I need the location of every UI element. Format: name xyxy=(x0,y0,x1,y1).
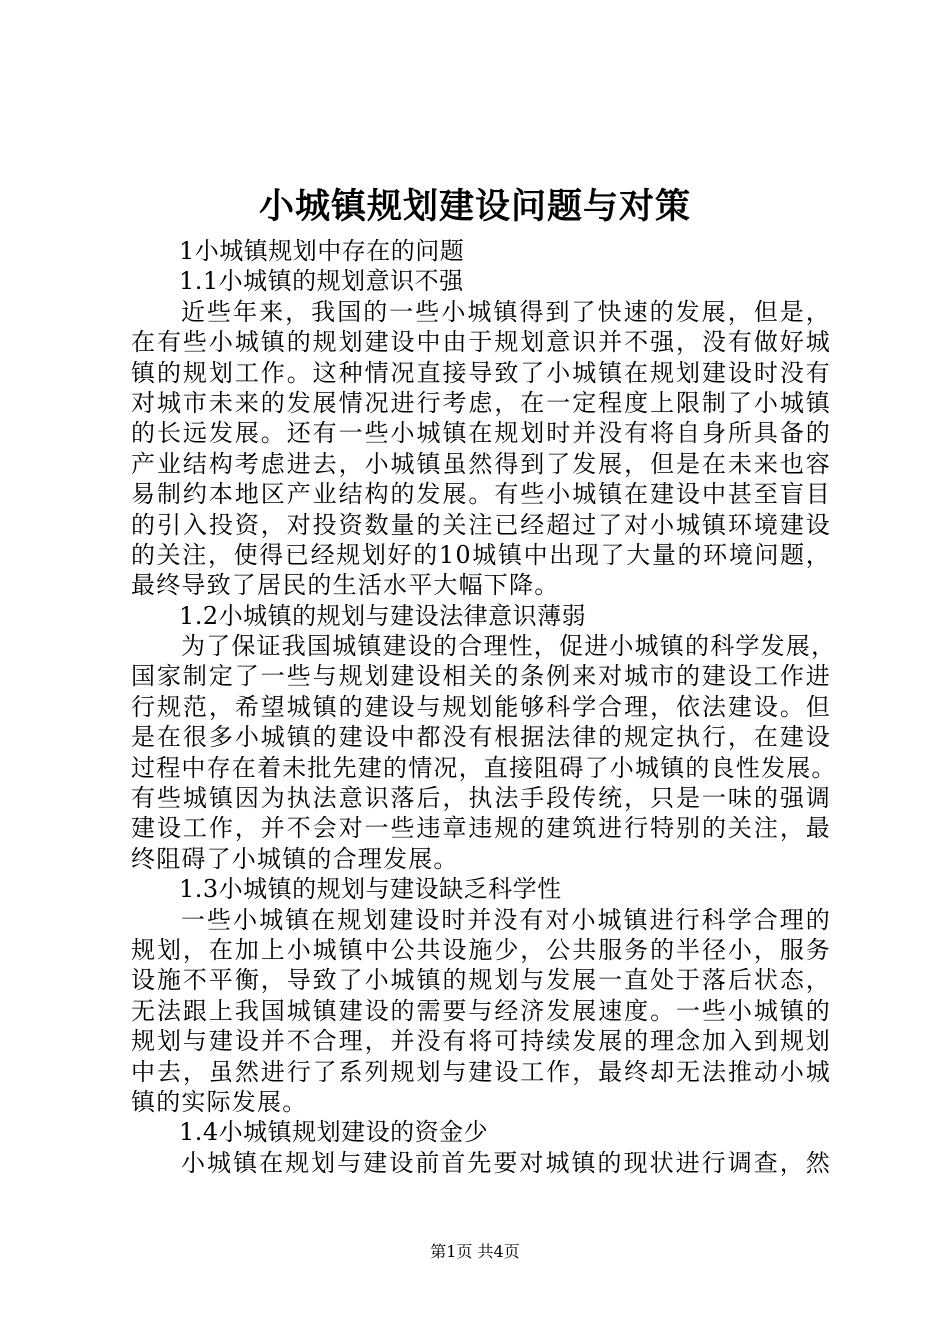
section-heading: 1.1小城镇的规划意识不强 xyxy=(179,267,464,296)
paragraph-line: 一些小城镇在规划建设时并没有对小城镇进行科学合理的 xyxy=(181,905,831,934)
section-heading: 1.2小城镇的规划与建设法律意识薄弱 xyxy=(179,601,587,630)
paragraph-line: 国家制定了一些与规划建设相关的条例来对城市的建设工作进 xyxy=(131,662,831,691)
paragraph-line: 无法跟上我国城镇建设的需要与经济发展速度。一些小城镇的 xyxy=(131,996,831,1025)
paragraph-line: 近些年来，我国的一些小城镇得到了快速的发展，但是， xyxy=(181,297,831,326)
paragraph-line: 小城镇在规划与建设前首先要对城镇的现状进行调查，然 xyxy=(181,1148,831,1177)
paragraph xyxy=(131,905,831,1118)
paragraph-line: 易制约本地区产业结构的发展。有些小城镇在建设中甚至盲目 xyxy=(131,480,831,509)
page-footer: 第1页 共4页 xyxy=(430,1242,520,1261)
paragraph-line: 在有些小城镇的规划建设中由于规划意识并不强，没有做好城 xyxy=(131,328,831,357)
section-heading: 1.4小城镇规划建设的资金少 xyxy=(179,1118,489,1147)
paragraph-line: 终阻碍了小城镇的合理发展。 xyxy=(131,844,459,873)
paragraph-line: 镇的规划工作。这种情况直接导致了小城镇在规划建设时没有 xyxy=(131,358,831,387)
paragraph-line: 的长远发展。还有一些小城镇在规划时并没有将自身所具备的 xyxy=(131,419,831,448)
paragraph-line: 过程中存在着未批先建的情况，直接阻碍了小城镇的良性发展。 xyxy=(131,753,837,782)
paragraph-line: 镇的实际发展。 xyxy=(131,1087,308,1116)
paragraph-line: 有些城镇因为执法意识落后，执法手段传统，只是一味的强调 xyxy=(131,784,831,813)
paragraph xyxy=(131,631,837,874)
document-title: 小城镇规划建设问题与对策 xyxy=(258,186,691,227)
paragraph-line: 建设工作，并不会对一些违章违规的建筑进行特别的关注，最 xyxy=(131,814,831,843)
paragraph-line: 的引入投资，对投资数量的关注已经超过了对小城镇环境建设 xyxy=(131,510,831,539)
paragraph-line: 规划与建设并不合理，并没有将可持续发展的理念加入到规划 xyxy=(131,1027,831,1056)
section-heading: 1小城镇规划中存在的问题 xyxy=(179,237,465,265)
paragraph-line: 行规范，希望城镇的建设与规划能够科学合理，依法建设。但 xyxy=(131,692,831,721)
document-body xyxy=(131,236,837,1178)
paragraph xyxy=(131,297,831,601)
paragraph-line: 的关注，使得已经规划好的10城镇中出现了大量的环境问题， xyxy=(131,540,831,569)
paragraph-line: 产业结构考虑进去，小城镇虽然得到了发展，但是在未来也容 xyxy=(131,449,831,478)
paragraph-line: 是在很多小城镇的建设中都没有根据法律的规定执行，在建设 xyxy=(131,723,831,752)
paragraph-line: 中去，虽然进行了系列规划与建设工作，最终却无法推动小城 xyxy=(131,1057,831,1086)
paragraph-line: 规划，在加上小城镇中公共设施少，公共服务的半径小，服务 xyxy=(131,935,831,964)
paragraph-line: 设施不平衡，导致了小城镇的规划与发展一直处于落后状态， xyxy=(131,966,831,995)
paragraph-line: 对城市未来的发展情况进行考虑，在一定程度上限制了小城镇 xyxy=(131,388,831,417)
section-heading: 1.3小城镇的规划与建设缺乏科学性 xyxy=(179,875,562,904)
paragraph xyxy=(131,1148,831,1178)
paragraph-line: 为了保证我国城镇建设的合理性，促进小城镇的科学发展， xyxy=(181,632,837,661)
paragraph-line: 最终导致了居民的生活水平大幅下降。 xyxy=(131,571,560,600)
